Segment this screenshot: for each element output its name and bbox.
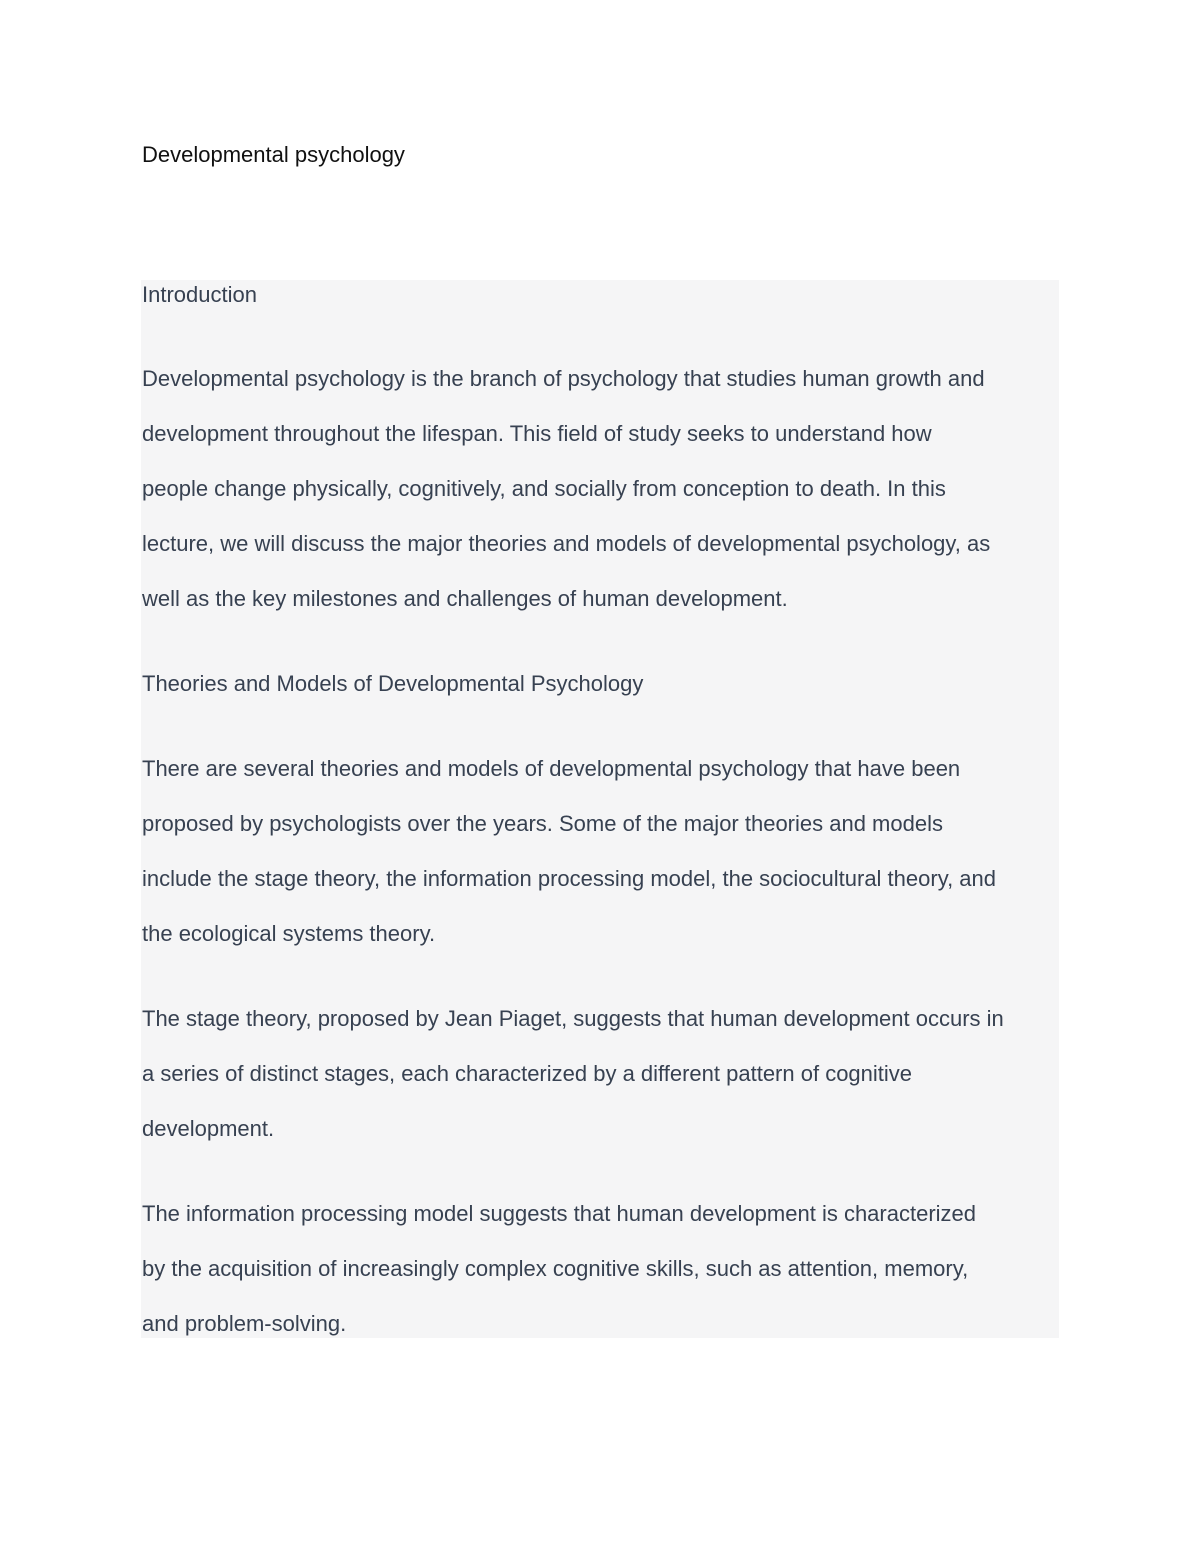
paragraph-line: There are several theories and models of developmental psychology that have been	[142, 756, 961, 781]
document-title: Developmental psychology	[142, 142, 405, 167]
paragraph-line: people change physically, cognitively, and socially from conception to death. In this	[142, 476, 946, 501]
paragraph-line: proposed by psychologists over the years. Some of the major theories and models	[142, 811, 943, 836]
paragraph-line: lecture, we will discuss the major theories and models of developmental psychology, as	[142, 531, 991, 556]
section-heading-theories: Theories and Models of Developmental Psychology	[142, 671, 644, 696]
paragraph-line: development.	[142, 1116, 275, 1141]
paragraph-line: and problem-solving.	[142, 1311, 347, 1336]
paragraph-line: by the acquisition of increasingly complex cognitive skills, such as attention, memory,	[142, 1256, 969, 1281]
section-heading-introduction: Introduction	[142, 282, 257, 307]
paragraph-line: The stage theory, proposed by Jean Piaget, suggests that human development occurs in	[142, 1006, 1004, 1031]
paragraph-line: development throughout the lifespan. This field of study seeks to understand how	[142, 421, 932, 446]
paragraph-line: Developmental psychology is the branch of psychology that studies human growth and	[142, 366, 985, 391]
paragraph-line: well as the key milestones and challenges of human development.	[142, 586, 788, 611]
paragraph-line: the ecological systems theory.	[142, 921, 436, 946]
paragraph-line: a series of distinct stages, each characterized by a different pattern of cognitive	[142, 1061, 913, 1086]
paragraph-line: The information processing model suggests that human development is characterized	[142, 1201, 977, 1226]
content-block	[141, 280, 1059, 1338]
paragraph-line: include the stage theory, the information processing model, the sociocultural theory, and	[142, 866, 997, 891]
